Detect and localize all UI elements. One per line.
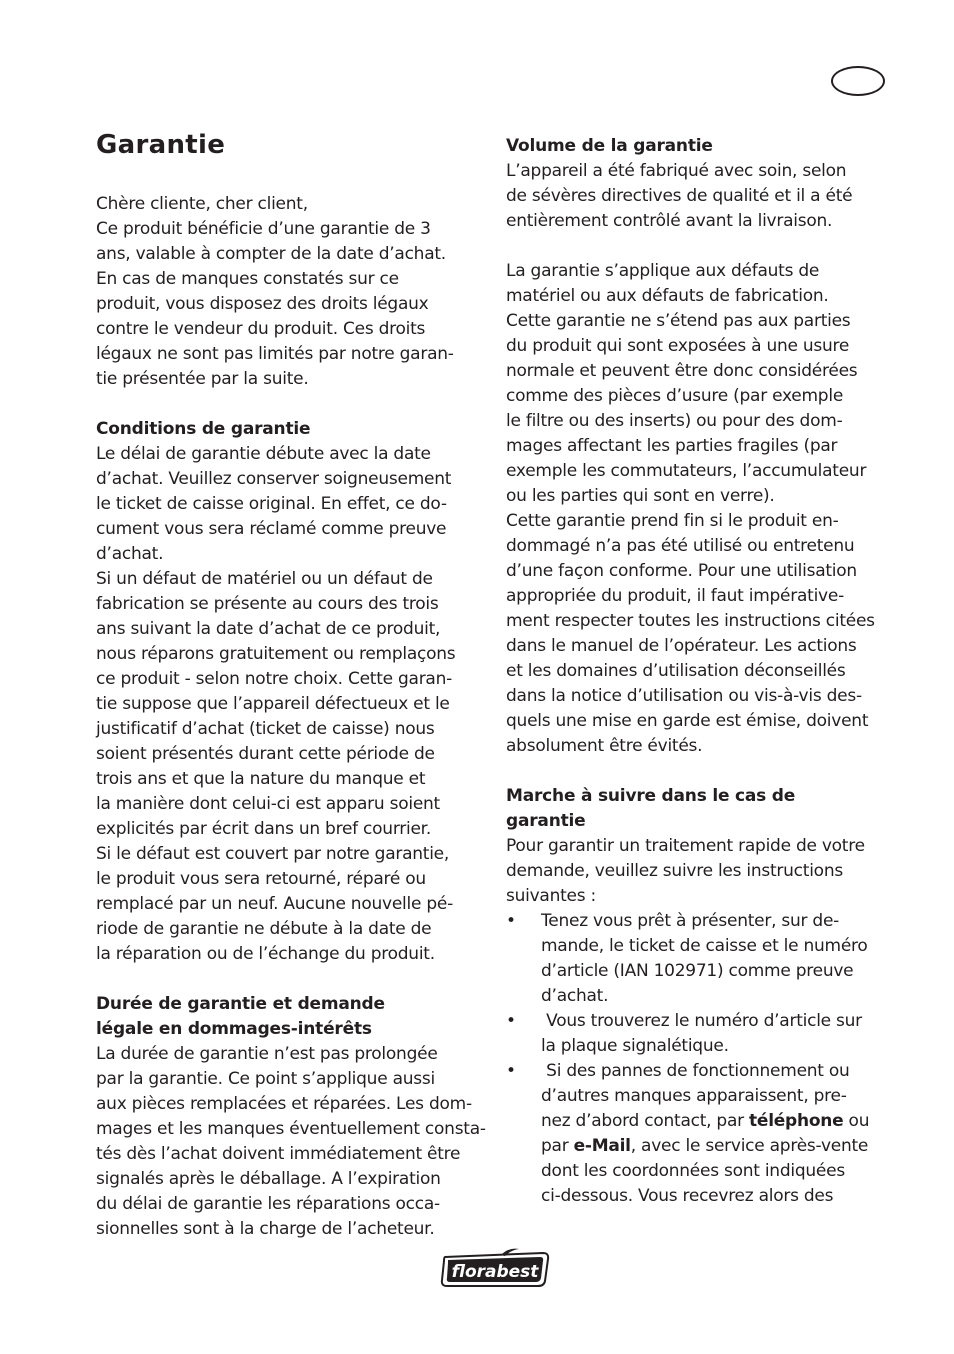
intro-paragraph xyxy=(96,192,486,392)
text-line: dans le manuel de l’opérateur. Les actions xyxy=(506,636,857,656)
text-line: ment respecter toutes les instructions citées xyxy=(506,611,875,631)
phone-emphasis: téléphone xyxy=(749,1111,844,1131)
text-line: la manière dont celui-ci est apparu soient xyxy=(96,794,440,814)
left-column xyxy=(96,130,486,1242)
volume-paragraph-2 xyxy=(506,259,896,759)
text-line: ci-dessous. Vous recevrez alors des xyxy=(541,1186,834,1206)
list-item xyxy=(506,1059,896,1209)
procedure-intro xyxy=(506,834,896,909)
text-line: appropriée du produit, il faut impérative- xyxy=(506,586,844,606)
text-line: ce produit - selon notre choix. Cette garan- xyxy=(96,669,453,689)
text-line: le produit vous sera retourné, réparé ou xyxy=(96,869,426,889)
list-item xyxy=(506,909,896,1009)
text-line: Cette garantie ne s’étend pas aux parties xyxy=(506,311,851,331)
text-line: La durée de garantie n’est pas prolongée xyxy=(96,1044,438,1064)
text-line: tie suppose que l’appareil défectueux et le xyxy=(96,694,450,714)
volume-heading: Volume de la garantie xyxy=(506,136,713,156)
text-line: soient présentés durant cette période de xyxy=(96,744,435,764)
duration-paragraph xyxy=(96,1042,486,1242)
text-line: En cas de manques constatés sur ce xyxy=(96,269,399,289)
text-line: sionnelles sont à la charge de l’acheteur. xyxy=(96,1219,435,1239)
text-line: matériel ou aux défauts de fabrication. xyxy=(506,286,829,306)
text-line: • Tenez vous prêt à présenter, sur de- xyxy=(541,911,840,931)
page-title: Garantie xyxy=(96,130,226,160)
text-line: demande, veuillez suivre les instructions xyxy=(506,861,843,881)
text-line: d’une façon conforme. Pour une utilisation xyxy=(506,561,857,581)
text-line: Le délai de garantie débute avec la date xyxy=(96,444,431,464)
text-line: comme des pièces d’usure (par exemple xyxy=(506,386,844,406)
text-line: L’appareil a été fabriqué avec soin, selon xyxy=(506,161,847,181)
text-fragment: nez d’abord contact, par xyxy=(541,1111,750,1131)
logo-wordmark: florabest xyxy=(451,1262,539,1282)
text-line: quels une mise en garde est émise, doivent xyxy=(506,711,869,731)
text-line: légaux ne sont pas limités par notre garan- xyxy=(96,344,454,364)
text-line: Pour garantir un traitement rapide de votre xyxy=(506,836,865,856)
text-line: du délai de garantie les réparations occa- xyxy=(96,1194,440,1214)
text-line: par la garantie. Ce point s’applique aussi xyxy=(96,1069,435,1089)
text-line: le filtre ou des inserts) ou pour des dom- xyxy=(506,411,843,431)
text-line: explicités par écrit dans un bref courrier. xyxy=(96,819,432,839)
email-emphasis: e-Mail xyxy=(573,1136,631,1156)
text-line: aux pièces remplacées et réparées. Les dom- xyxy=(96,1094,472,1114)
text-fragment: ou xyxy=(843,1111,870,1131)
procedure-list xyxy=(506,909,896,1209)
right-column xyxy=(506,134,896,1209)
text-line: le ticket de caisse original. En effet, ce do- xyxy=(96,494,447,514)
text-line: mages affectant les parties fragiles (par xyxy=(506,436,838,456)
text-line xyxy=(541,1134,896,1159)
text-line: nous réparons gratuitement ou remplaçons xyxy=(96,644,456,664)
text-line: remplacé par un neuf. Aucune nouvelle pé- xyxy=(96,894,453,914)
text-line: normale et peuvent être donc considérées xyxy=(506,361,858,381)
text-line: contre le vendeur du produit. Ces droits xyxy=(96,319,426,339)
text-line: entièrement contrôlé avant la livraison. xyxy=(506,211,833,231)
text-line: • Vous trouverez le numéro d’article sur xyxy=(541,1011,862,1031)
text-line: d’achat. Veuillez conserver soigneusement xyxy=(96,469,452,489)
text-line: dommagé n’a pas été utilisé ou entretenu xyxy=(506,536,855,556)
text-line: de sévères directives de qualité et il a été xyxy=(506,186,853,206)
text-line: produit, vous disposez des droits légaux xyxy=(96,294,429,314)
text-line: d’article (IAN 102971) comme preuve xyxy=(541,961,854,981)
text-line: la plaque signalétique. xyxy=(541,1036,729,1056)
text-line: Chère cliente, cher client, xyxy=(96,194,308,214)
text-line: riode de garantie ne débute à la date de xyxy=(96,919,432,939)
text-line: Cette garantie prend fin si le produit en- xyxy=(506,511,839,531)
text-line: signalés après le déballage. A l’expiration xyxy=(96,1169,441,1189)
text-fragment: , avec le service après-vente xyxy=(630,1136,869,1156)
text-line: ou les parties qui sont en verre). xyxy=(506,486,775,506)
text-line: Ce produit bénéficie d’une garantie de 3 xyxy=(96,219,431,239)
text-line: d’achat. xyxy=(96,544,164,564)
text-line: cument vous sera réclamé comme preuve xyxy=(96,519,447,539)
duration-heading-line: légale en dommages-intérêts xyxy=(96,1019,372,1039)
text-line: d’achat. xyxy=(541,986,609,1006)
text-line: exemple les commutateurs, l’accumulateur xyxy=(506,461,867,481)
conditions-paragraph xyxy=(96,442,486,967)
text-line: Si un défaut de matériel ou un défaut de xyxy=(96,569,433,589)
text-line: • Si des pannes de fonctionnement ou xyxy=(541,1061,850,1081)
text-line xyxy=(541,1109,896,1134)
conditions-heading: Conditions de garantie xyxy=(96,419,311,439)
text-line: du produit qui sont exposées à une usure xyxy=(506,336,850,356)
text-line: suivantes : xyxy=(506,886,596,906)
text-line: d’autres manques apparaissent, pre- xyxy=(541,1086,847,1106)
text-line: fabrication se présente au cours des trois xyxy=(96,594,439,614)
text-line: dans la notice d’utilisation ou vis-à-vis des- xyxy=(506,686,862,706)
text-fragment: par xyxy=(541,1136,574,1156)
text-line: et les domaines d’utilisation déconseillés xyxy=(506,661,846,681)
text-line: ans, valable à compter de la date d’achat. xyxy=(96,244,446,264)
text-line: tés dès l’achat doivent immédiatement être xyxy=(96,1144,461,1164)
list-item xyxy=(506,1009,896,1059)
text-line: dont les coordonnées sont indiquées xyxy=(541,1161,845,1181)
text-line: la réparation ou de l’échange du produit. xyxy=(96,944,435,964)
text-line: trois ans et que la nature du manque et xyxy=(96,769,426,789)
florabest-logo xyxy=(439,1247,551,1289)
text-line: La garantie s’applique aux défauts de xyxy=(506,261,820,281)
text-line: tie présentée par la suite. xyxy=(96,369,309,389)
duration-heading-line: Durée de garantie et demande xyxy=(96,994,385,1014)
procedure-heading-line: Marche à suivre dans le cas de xyxy=(506,786,796,806)
language-badge xyxy=(831,66,885,96)
text-line: ans suivant la date d’achat de ce produit, xyxy=(96,619,441,639)
text-line: absolument être évités. xyxy=(506,736,703,756)
text-line: mages et les manques éventuellement consta- xyxy=(96,1119,486,1139)
volume-paragraph-1 xyxy=(506,159,896,234)
procedure-heading-line: garantie xyxy=(506,811,586,831)
text-line: justificatif d’achat (ticket de caisse) nous xyxy=(96,719,435,739)
text-line: mande, le ticket de caisse et le numéro xyxy=(541,936,868,956)
text-line: Si le défaut est couvert par notre garantie, xyxy=(96,844,450,864)
